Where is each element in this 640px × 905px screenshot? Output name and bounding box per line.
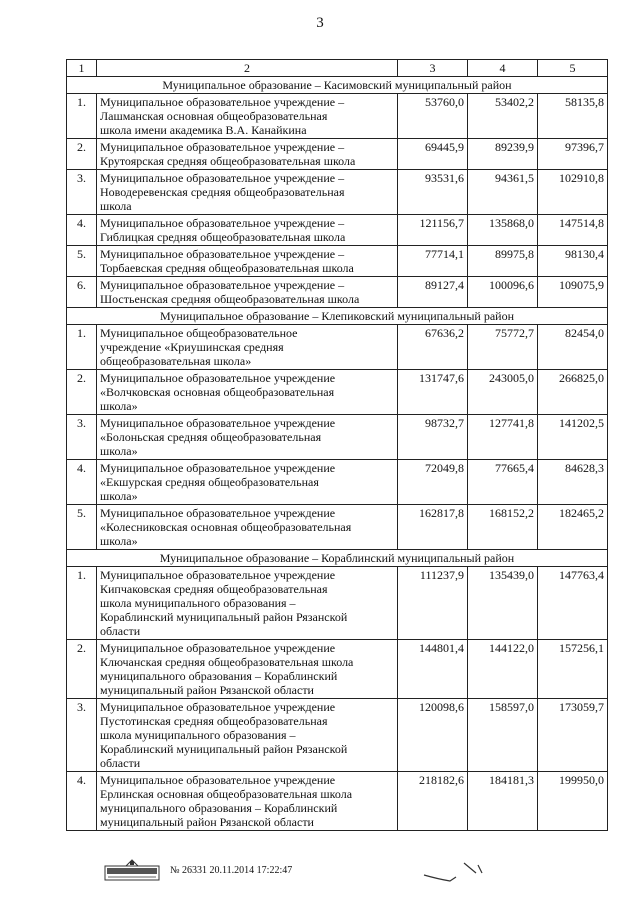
header-cell-5: 5 [538,60,608,77]
header-cell-2: 2 [97,60,398,77]
institution-name-line: школа» [100,534,138,548]
header-cell-3: 3 [398,60,468,77]
value-v5: 58135,8 [538,94,608,139]
row-number: 4. [67,215,97,246]
table-row [67,139,608,170]
institution-name-line: муниципальный район Рязанской области [100,683,314,697]
value-v3: 93531,6 [398,170,468,215]
value-v4: 94361,5 [468,170,538,215]
value-v5: 102910,8 [538,170,608,215]
table-row [67,699,608,772]
section-row [67,550,608,567]
value-v5: 97396,7 [538,139,608,170]
value-v3: 67636,2 [398,325,468,370]
row-number: 2. [67,640,97,699]
table-row [67,246,608,277]
institution-name-line: Муниципальное образовательное учреждение [100,371,336,385]
institution-name-line: муниципальный район Рязанской области [100,815,314,829]
institution-name [97,370,398,415]
table-row [67,567,608,640]
value-v3: 69445,9 [398,139,468,170]
value-v4: 135439,0 [468,567,538,640]
institution-name [97,772,398,831]
value-v4: 184181,3 [468,772,538,831]
institution-name-line: школа» [100,444,138,458]
value-v4: 75772,7 [468,325,538,370]
row-number: 4. [67,460,97,505]
institution-name-line: общеобразовательная школа» [100,354,252,368]
header-cell-1: 1 [67,60,97,77]
table-row [67,170,608,215]
institution-name-line: Муниципальное общеобразовательное [100,326,298,340]
page-number: 3 [316,15,324,31]
institution-name-line: Муниципальное образовательное учреждение [100,416,336,430]
institution-name [97,170,398,215]
institution-name-line: «Колесниковская основная общеобразовательная [100,520,352,534]
institution-name [97,415,398,460]
table-body [67,60,608,831]
value-v5: 147763,4 [538,567,608,640]
institution-name-line: Гиблицкая средняя общеобразовательная школа [100,230,346,244]
value-v5: 266825,0 [538,370,608,415]
value-v3: 111237,9 [398,567,468,640]
institution-name-line: Торбаевская средняя общеобразовательная школа [100,261,354,275]
institution-name [97,505,398,550]
institution-name-line: Шостьенская средняя общеобразовательная школа [100,292,360,306]
institution-name-line: области [100,756,141,770]
institution-name-line: Муниципальное образовательное учреждение [100,773,336,787]
institution-name-line: школа муниципального образования – [100,728,296,742]
institution-name-line: «Екшурская средняя общеобразовательная [100,475,319,489]
institution-name-line: Муниципальное образовательное учреждение [100,506,336,520]
section-row [67,77,608,94]
table-row [67,415,608,460]
institution-name [97,94,398,139]
institution-name-line: Муниципальное образовательное учреждение [100,461,336,475]
value-v5: 109075,9 [538,277,608,308]
table-row [67,94,608,139]
institution-name [97,325,398,370]
table-row [67,277,608,308]
header-row [67,60,608,77]
value-v5: 84628,3 [538,460,608,505]
institution-name [97,246,398,277]
value-v4: 144122,0 [468,640,538,699]
institution-name-line: области [100,624,141,638]
institution-name-line: учреждение «Криушинская средняя [100,340,284,354]
institution-name [97,699,398,772]
value-v3: 144801,4 [398,640,468,699]
institution-name-line: Новодеревенская средняя общеобразовательная [100,185,345,199]
institution-name-line: Муниципальное образовательное учреждение – [100,95,345,109]
row-number: 2. [67,139,97,170]
value-v3: 89127,4 [398,277,468,308]
institution-name [97,460,398,505]
institution-name-line: Муниципальное образовательное учреждение – [100,171,345,185]
institution-name-line: Пустотинская средняя общеобразовательная [100,714,328,728]
value-v5: 182465,2 [538,505,608,550]
institution-name-line: «Волчковская основная общеобразовательная [100,385,335,399]
value-v4: 89239,9 [468,139,538,170]
value-v5: 157256,1 [538,640,608,699]
value-v4: 168152,2 [468,505,538,550]
footer [104,858,292,882]
institution-name-line: муниципального образования – Кораблинский [100,669,338,683]
registry-stamp-icon [104,858,160,882]
table-row [67,772,608,831]
value-v5: 98130,4 [538,246,608,277]
institution-name-line: Кипчаковская средняя общеобразовательная [100,582,328,596]
value-v3: 72049,8 [398,460,468,505]
institution-name [97,567,398,640]
institution-name-line: Муниципальное образовательное учреждение [100,700,336,714]
value-v4: 243005,0 [468,370,538,415]
value-v3: 131747,6 [398,370,468,415]
table-row [67,215,608,246]
row-number: 1. [67,325,97,370]
row-number: 1. [67,94,97,139]
value-v5: 82454,0 [538,325,608,370]
table-row [67,325,608,370]
institution-name-line: Муниципальное образовательное учреждение – [100,216,345,230]
institution-name [97,139,398,170]
row-number: 5. [67,246,97,277]
institution-name-line: «Болоньская средняя общеобразовательная [100,430,322,444]
table-row [67,460,608,505]
institution-name [97,640,398,699]
value-v4: 158597,0 [468,699,538,772]
institution-name-line: Ключанская средняя общеобразовательная школа [100,655,354,669]
value-v5: 173059,7 [538,699,608,772]
section-row [67,308,608,325]
institution-name [97,277,398,308]
row-number: 5. [67,505,97,550]
row-number: 2. [67,370,97,415]
institution-name-line: Лашманская основная общеобразовательная [100,109,328,123]
institution-name-line: муниципального образования – Кораблинский [100,801,338,815]
institution-name-line: школа [100,199,132,213]
value-v3: 77714,1 [398,246,468,277]
value-v3: 53760,0 [398,94,468,139]
table-row [67,505,608,550]
table-row [67,370,608,415]
institution-name-line: Муниципальное образовательное учреждение [100,641,336,655]
institution-name [97,215,398,246]
value-v4: 100096,6 [468,277,538,308]
institution-name-line: школа» [100,399,138,413]
institution-name-line: Муниципальное образовательное учреждение [100,568,336,582]
value-v3: 98732,7 [398,415,468,460]
section-title: Муниципальное образование – Касимовский муниципальный район [67,77,608,94]
institution-name-line: школа муниципального образования – [100,596,296,610]
institution-name-line: Муниципальное образовательное учреждение – [100,140,345,154]
section-title: Муниципальное образование – Кораблинский муниципальный район [67,550,608,567]
value-v3: 120098,6 [398,699,468,772]
section-title: Муниципальное образование – Клепиковский муниципальный район [67,308,608,325]
row-number: 1. [67,567,97,640]
institution-name-line: Кораблинский муниципальный район Рязанской [100,742,348,756]
value-v3: 121156,7 [398,215,468,246]
value-v4: 89975,8 [468,246,538,277]
value-v5: 199950,0 [538,772,608,831]
value-v4: 127741,8 [468,415,538,460]
institution-name-line: Муниципальное образовательное учреждение – [100,278,345,292]
value-v4: 135868,0 [468,215,538,246]
value-v3: 218182,6 [398,772,468,831]
institution-name-line: Крутоярская средняя общеобразовательная школа [100,154,356,168]
institution-name-line: Кораблинский муниципальный район Рязанской [100,610,348,624]
value-v5: 141202,5 [538,415,608,460]
institution-name-line: Ерлинская основная общеобразовательная школа [100,787,353,801]
row-number: 3. [67,415,97,460]
row-number: 4. [67,772,97,831]
header-cell-4: 4 [468,60,538,77]
registration-number: № 26331 20.11.2014 17:22:47 [170,864,293,876]
table-row [67,640,608,699]
institution-name-line: Муниципальное образовательное учреждение – [100,247,345,261]
signature-scribble-icon [420,855,490,885]
value-v5: 147514,8 [538,215,608,246]
row-number: 6. [67,277,97,308]
row-number: 3. [67,170,97,215]
value-v4: 53402,2 [468,94,538,139]
row-number: 3. [67,699,97,772]
value-v4: 77665,4 [468,460,538,505]
budget-table [66,59,608,831]
value-v3: 162817,8 [398,505,468,550]
institution-name-line: школа» [100,489,138,503]
institution-name-line: школа имени академика В.А. Канайкина [100,123,307,137]
